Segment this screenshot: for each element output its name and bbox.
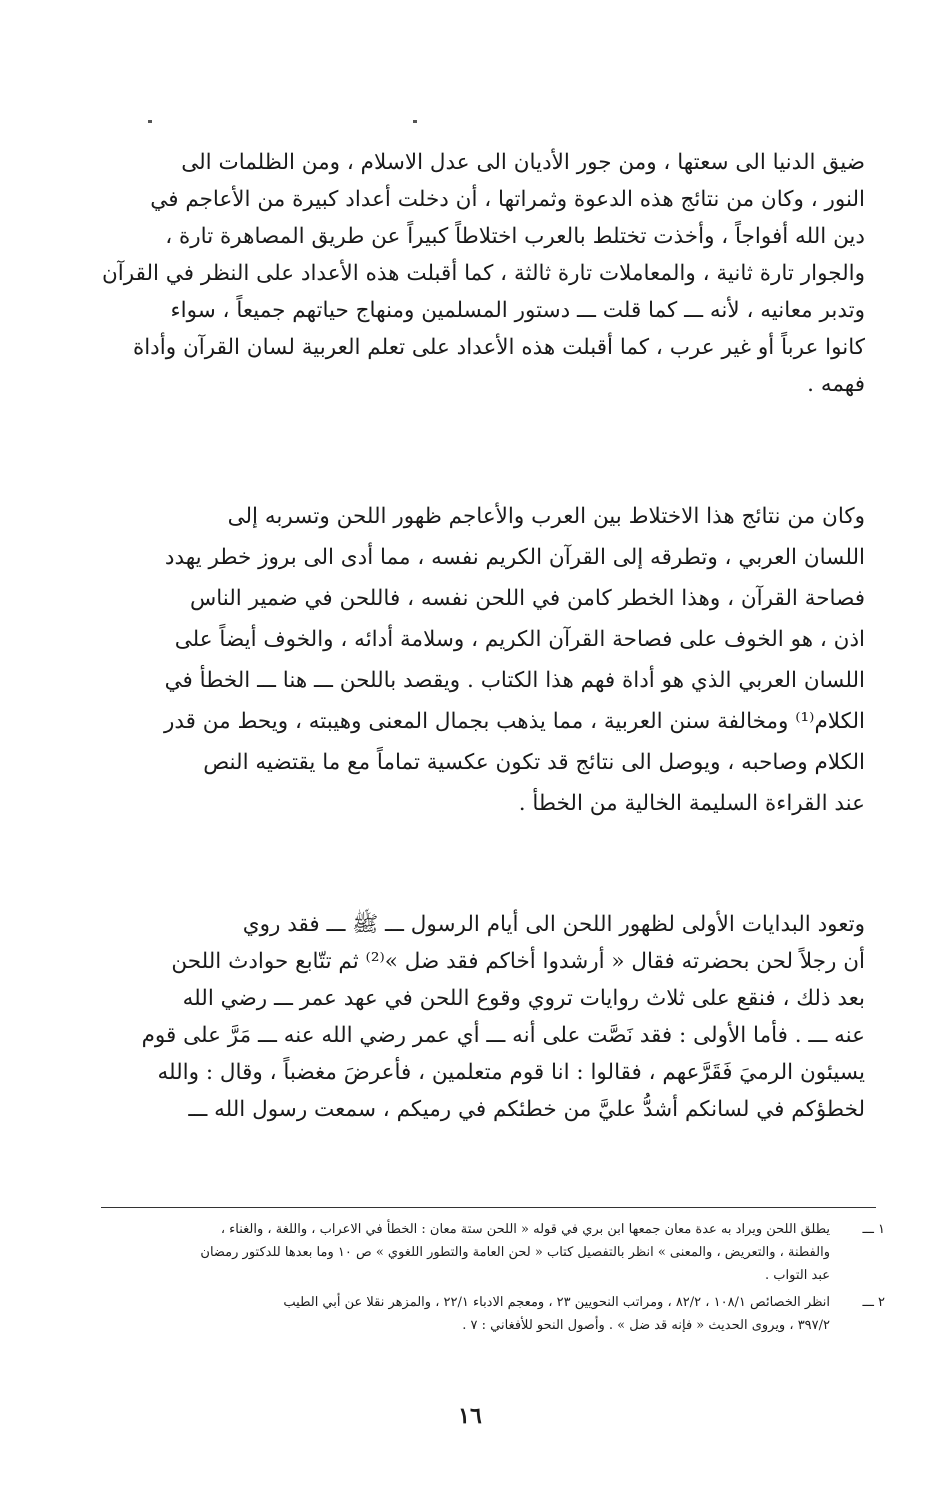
scan-speck [413, 120, 417, 123]
footnote-line: عبد التواب . [765, 1268, 830, 1283]
text-line: فصاحة القرآن ، وهذا الخطر كامن في اللحن نفسه ، فاللحن في ضمير الناس [189, 586, 865, 611]
footnote-divider [101, 1207, 876, 1208]
footnote-number: ١ ـــ [862, 1222, 885, 1237]
text-line: دين الله أفواجاً ، وأخذت تختلط بالعرب اختلاطاً كبيراً عن طريق المصاهرة تارة ، [165, 224, 865, 249]
footnote-line: والفطنة ، والتعريض ، والمعنى » انظر بالتفصيل كتاب « لحن العامة والتطور اللغوي » ص ١٠ وما بعدها للدكتور رمضان [200, 1245, 830, 1260]
text-line: وتعود البدايات الأولى لظهور اللحن الى أيام الرسول ـــ ﷺ ـــ فقد روي [242, 912, 865, 937]
footnote-line: انظر الخصائص ١٠٨/١ ، ٨٢/٢ ، ومراتب النحويين ٢٣ ، ومعجم الادباء ٢٢/١ ، والمزهر نقلا عن أبي الطيب [283, 1295, 830, 1310]
footnote-line: ٣٩٧/٢ ، ويروى الحديث « فإنه قد ضل » . وأصول النحو للأفغاني : ٧ . [462, 1318, 830, 1333]
footnote-body [75, 1218, 830, 1287]
text-line: النور ، وكان من نتائج هذه الدعوة وثمراتها ، أن دخلت أعداد كبيرة من الأعاجم في [150, 187, 865, 212]
scan-speck [148, 120, 152, 123]
text-line: ضيق الدنيا الى سعتها ، ومن جور الأديان الى عدل الاسلام ، ومن الظلمات الى [181, 150, 865, 175]
footnote-body [75, 1291, 830, 1337]
text-line: لخطؤكم في لسانكم أشدُّ عليَّ من خطئكم في رميكم ، سمعت رسول الله ـــ [188, 1097, 865, 1122]
text-line: الكلام وصاحبه ، ويوصل الى نتائج قد تكون عكسية تماماً مع ما يقتضيه النص [203, 750, 865, 775]
footnote-2 [75, 1291, 885, 1337]
text-line: عنه ـــ . فأما الأولى : فقد نَصَّت على أنه ـــ أي عمر رضي الله عنه ـــ مَرَّ على قوم [141, 1023, 865, 1048]
text-line: اللسان العربي الذي هو أداة فهم هذا الكتاب . ويقصد باللحن ـــ هنا ـــ الخطأ في [164, 668, 865, 693]
text-line: فهمه . [807, 372, 865, 397]
paragraph-1 [70, 144, 865, 403]
text-line: كانوا عرباً أو غير عرب ، كما أقبلت هذه الأعداد على تعلم العربية لسان القرآن وأداة [132, 335, 865, 360]
text-line: وكان من نتائج هذا الاختلاط بين العرب والأعاجم ظهور اللحن وتسربه إلى [227, 504, 865, 529]
text-line: يسيئون الرميَ فَقَرَّعهم ، فقالوا : انا قوم متعلمين ، فأعرضَ مغضباً ، وقال : والله [157, 1060, 865, 1085]
text-line: عند القراءة السليمة الخالية من الخطأ . [518, 791, 865, 816]
paragraph-3 [70, 906, 865, 1128]
footnote-1 [75, 1218, 885, 1287]
footnote-number: ٢ ـــ [862, 1295, 885, 1310]
footnotes [75, 1218, 885, 1341]
text-line: اذن ، هو الخوف على فصاحة القرآن الكريم ، وسلامة أدائه ، والخوف أيضاً على [174, 627, 865, 652]
paragraph-2 [70, 496, 865, 824]
text-line: بعد ذلك ، فنقع على ثلاث روايات تروي وقوع اللحن في عهد عمر ـــ رضي الله [182, 986, 865, 1011]
text-line: أن رجلاً لحن بحضرته فقال « أرشدوا أخاكم فقد ضل »⁽²⁾ ثم تتّابع حوادث اللحن [171, 949, 865, 974]
text-line: الكلام⁽¹⁾ ومخالفة سنن العربية ، مما يذهب بجمال المعنى وهيبته ، ويحط من قدر [164, 709, 865, 734]
text-line: وتدبر معانيه ، لأنه ـــ كما قلت ـــ دستور المسلمين ومنهاج حياتهم جميعاً ، سواء [170, 298, 865, 323]
text-line: اللسان العربي ، وتطرقه إلى القرآن الكريم نفسه ، مما أدى الى بروز خطر يهدد [164, 545, 865, 570]
text-line: والجوار تارة ثانية ، والمعاملات تارة ثالثة ، كما أقبلت هذه الأعداد على النظر في القرآن [101, 261, 865, 286]
page-number: ١٦ [458, 1403, 482, 1429]
footnote-line: يطلق اللحن ويراد به عدة معان جمعها ابن بري في قوله « اللحن ستة معان : الخطأ في الاعراب ، واللغة ، والغناء ، [220, 1222, 830, 1237]
